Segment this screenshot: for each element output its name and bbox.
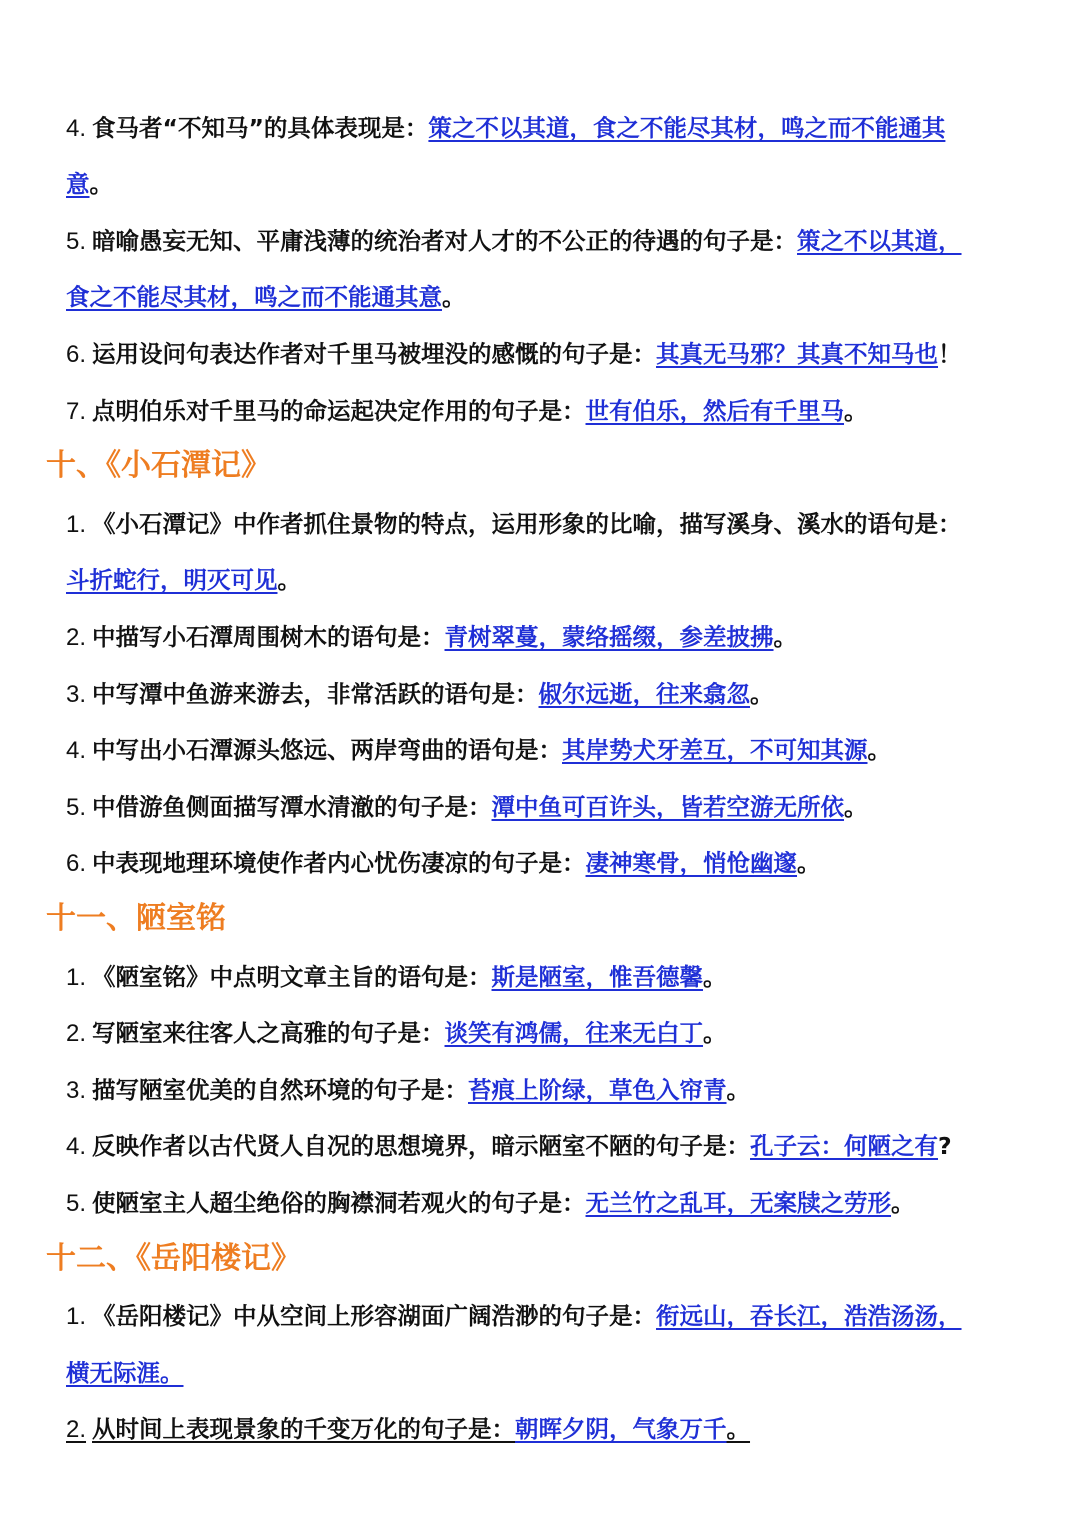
item-11-4	[66, 1130, 952, 1163]
question-text: 中写潭中鱼游来游去，非常活跃的语句是：	[92, 680, 539, 708]
item-number: 5.	[66, 794, 87, 821]
end-punct: 。	[844, 397, 868, 425]
item-number: 4.	[66, 1133, 87, 1160]
item-number: 4.	[66, 737, 87, 764]
section-heading-12: 十二、《岳阳楼记》	[46, 1241, 301, 1276]
answer-text: 孔子云：何陋之有	[750, 1132, 939, 1160]
end-punct: ！	[938, 340, 962, 368]
end-punct: 。	[726, 1076, 751, 1104]
answer-text: 潭中鱼可百许头，皆若空游无所依	[491, 793, 845, 821]
item-9-5-cont	[66, 281, 466, 313]
item-number: 2.	[66, 1416, 87, 1443]
answer-text: 凄神寒骨，悄怆幽邃	[585, 849, 798, 877]
question-text: 点明伯乐对千里马的命运起决定作用的句子是：	[92, 397, 586, 425]
question-text: 写陋室来往客人之高雅的句子是：	[92, 1019, 445, 1047]
end-punct: 。	[277, 566, 301, 594]
answer-text: 策之不以其道，	[797, 227, 962, 255]
item-9-4-cont	[66, 168, 113, 200]
item-number: 6.	[66, 341, 87, 368]
item-10-3	[66, 678, 774, 711]
question-text: 《岳阳楼记》中从空间上形容湖面广阔浩渺的句子是：	[92, 1302, 657, 1330]
end-punct: 。	[89, 170, 113, 198]
answer-text: 斯是陋室，惟吾德馨	[491, 963, 704, 991]
answer-text: 意	[66, 170, 90, 198]
item-number: 1.	[66, 511, 87, 538]
question-text: 中表现地理环境使作者内心忧伤凄凉的句子是：	[92, 849, 586, 877]
answer-text: 苔痕上阶绿，草色入帘青	[468, 1076, 727, 1104]
answer-text: 衔远山，吞长江，浩浩汤汤，	[656, 1302, 962, 1330]
question-text: 中借游鱼侧面描写潭水清澈的句子是：	[92, 793, 492, 821]
item-number: 1.	[66, 1303, 87, 1330]
item-12-2	[66, 1413, 750, 1446]
item-9-6	[66, 338, 962, 371]
question-text: 中写出小石潭源头悠远、两岸弯曲的语句是：	[92, 736, 563, 764]
end-punct: 。	[703, 963, 727, 991]
end-punct: 。	[750, 680, 774, 708]
question-text: 反映作者以古代贤人自况的思想境界，暗示陋室不陋的句子是：	[92, 1132, 751, 1160]
end-punct: 。	[773, 623, 798, 651]
item-9-5	[66, 225, 962, 258]
answer-text: 青树翠蔓，蒙络摇缀，参差披拂	[444, 623, 774, 651]
question-text: 从时间上表现景象的千变万化的句子是：	[92, 1415, 516, 1443]
item-10-1-cont	[66, 564, 301, 596]
end-punct: 。	[726, 1415, 751, 1443]
question-text: 中描写小石潭周围树木的语句是：	[92, 623, 445, 651]
answer-text: 谈笑有鸿儒，往来无白丁	[444, 1019, 704, 1047]
item-number: 5.	[66, 228, 87, 255]
answer-text: 斗折蛇行，明灭可见	[66, 566, 278, 594]
question-text: 描写陋室优美的自然环境的句子是：	[92, 1076, 469, 1104]
question-text: 食马者“不知马”的具体表现是：	[92, 114, 429, 142]
question-text: 《小石潭记》中作者抓住景物的特点，运用形象的比喻，描写溪身、溪水的语句是：	[92, 510, 962, 538]
answer-text: 食之不能尽其材，鸣之而不能通其意	[66, 283, 442, 311]
item-number: 7.	[66, 398, 87, 425]
item-11-2	[66, 1017, 727, 1050]
answer-text: 俶尔远逝，往来翕忽	[538, 680, 751, 708]
item-10-4	[66, 734, 891, 767]
item-number: 3.	[66, 681, 87, 708]
answer-text: 其岸势犬牙差互，不可知其源	[562, 736, 868, 764]
question-text: 使陋室主人超尘绝俗的胸襟洞若观火的句子是：	[92, 1189, 586, 1217]
answer-text: 朝晖夕阴，气象万千	[515, 1415, 727, 1443]
end-punct: 。	[703, 1019, 727, 1047]
end-punct: 。	[891, 1189, 915, 1217]
answer-text: 策之不以其道，食之不能尽其材，鸣之而不能通其	[428, 114, 946, 142]
answer-text: 横无际涯。	[66, 1359, 184, 1387]
item-12-1	[66, 1300, 962, 1333]
item-12-1-cont	[66, 1357, 184, 1389]
section-heading-10: 十、《小石潭记》	[46, 448, 271, 483]
item-10-5	[66, 791, 868, 824]
item-11-5	[66, 1187, 915, 1220]
answer-text: 世有伯乐，然后有千里马	[585, 397, 845, 425]
end-punct: 。	[844, 793, 868, 821]
item-10-6	[66, 847, 821, 880]
end-punct: 。	[442, 283, 466, 311]
end-punct: 。	[867, 736, 892, 764]
question-text: 运用设问句表达作者对千里马被埋没的感慨的句子是：	[92, 340, 657, 368]
item-number: 1.	[66, 964, 87, 991]
item-10-2	[66, 621, 797, 654]
item-number: 6.	[66, 850, 87, 877]
item-number: 2.	[66, 624, 87, 651]
item-9-7	[66, 395, 868, 428]
answer-text: 无兰竹之乱耳，无案牍之劳形	[585, 1189, 892, 1217]
item-number: 4.	[66, 115, 87, 142]
question-text: 《陋室铭》中点明文章主旨的语句是：	[92, 963, 492, 991]
item-11-3	[66, 1074, 750, 1107]
item-11-1	[66, 961, 727, 994]
answer-text: 其真无马邪？其真不知马也	[656, 340, 939, 368]
item-number: 2.	[66, 1020, 87, 1047]
item-10-1	[66, 508, 962, 541]
question-text: 暗喻愚妄无知、平庸浅薄的统治者对人才的不公正的待遇的句子是：	[92, 227, 798, 255]
end-punct: ?	[938, 1132, 952, 1160]
item-number: 5.	[66, 1190, 87, 1217]
section-heading-11: 十一、陋室铭	[46, 901, 226, 936]
end-punct: 。	[797, 849, 821, 877]
item-9-4	[66, 112, 945, 145]
item-number: 3.	[66, 1077, 87, 1104]
